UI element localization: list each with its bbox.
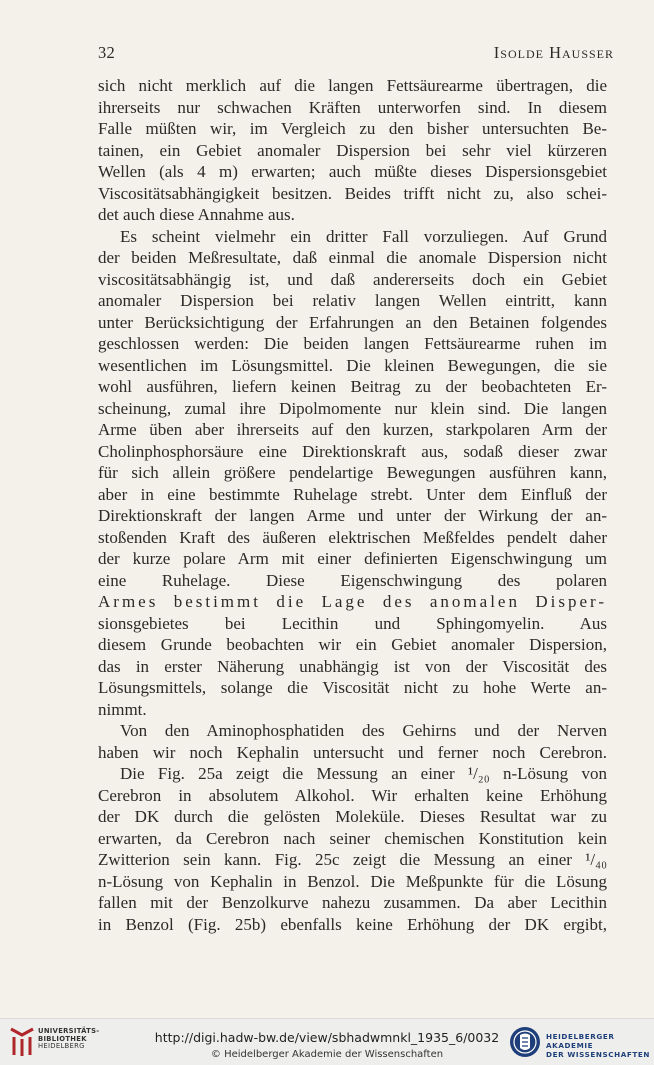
text-line: das in erster Näherung unabhängig ist von der Viscosität des bbox=[98, 656, 607, 676]
text-line: in Benzol (Fig. 25b) ebenfalls keine Erhöhung der DK ergibt, bbox=[98, 914, 607, 934]
text-line: geschlossen werden: Die beiden langen Fettsäurearme ruhen im bbox=[98, 334, 607, 353]
text-line: wohl ausführen, liefern keinen Beitrag zu der beobachteten Er- bbox=[98, 377, 607, 396]
text-line: Cholinphosphorsäure eine Direktionskraft aus, sodaß dieser zwar bbox=[98, 441, 607, 461]
text-line: Es scheint vielmehr ein dritter Fall vorzuliegen. Auf Grund bbox=[120, 226, 607, 246]
page-number: 32 bbox=[98, 43, 116, 62]
text-line: tainen, ein Gebiet anomaler Dispersion bei sehr viel kürzeren bbox=[98, 140, 607, 160]
academy-logo-icon bbox=[508, 1024, 542, 1060]
permalink-url[interactable]: http://digi.hadw-bw.de/view/sbhadwmnkl_1935_6/0032 bbox=[154, 1030, 500, 1045]
library-name-line: HEIDELBERG bbox=[38, 1042, 85, 1051]
academy-name-line: DER WISSENSCHAFTEN bbox=[546, 1050, 651, 1059]
library-name-line: BIBLIOTHEK bbox=[38, 1034, 87, 1043]
running-header bbox=[98, 43, 614, 65]
text-line: für sich allein größere pendelartige Bewegungen ausführen kann, bbox=[98, 463, 607, 482]
text-line: Armes bestimmt die Lage des anomalen Disper- bbox=[98, 592, 607, 611]
text-line: eine Ruhelage. Diese Eigenschwingung des polaren bbox=[98, 570, 607, 590]
text-line: Die Fig. 25a zeigt die Messung an einer ¹/₂₀ n-Lösung von bbox=[120, 764, 607, 783]
text-line: haben wir noch Kephalin untersucht und ferner noch Cerebron. bbox=[98, 742, 607, 762]
text-line: det auch diese Annahme aus. bbox=[98, 205, 295, 224]
text-line: unter Berücksichtigung der Erfahrungen an den Betainen folgendes bbox=[98, 312, 607, 332]
academy-name bbox=[546, 1032, 654, 1059]
text-line: wesentlichen im Lösungsmittel. Die kleinen Bewegungen, die sie bbox=[98, 355, 607, 375]
digitization-footer bbox=[0, 1018, 654, 1065]
text-line: viscositätsabhängig ist, und daß andererseits doch ein Gebiet bbox=[98, 269, 607, 289]
text-line: sionsgebietes bei Lecithin und Sphingomyelin. Aus bbox=[98, 613, 607, 633]
text-line: stoßenden Kraft des äußeren elektrischen Meßfeldes pendelt daher bbox=[98, 527, 607, 547]
text-line: der DK durch die gelösten Moleküle. Dieses Resultat war zu bbox=[98, 807, 607, 826]
academy-name-line: HEIDELBERGER AKADEMIE bbox=[546, 1032, 615, 1050]
body-text bbox=[98, 75, 607, 935]
text-line: aber in eine bestimmte Ruhelage strebt. Unter dem Einfluß der bbox=[98, 484, 607, 504]
text-line: erwarten, da Cerebron nach seiner chemischen Konstitution kein bbox=[98, 828, 607, 848]
text-line: Lösungsmittels, solange die Viscosität nicht zu hohe Werte an- bbox=[98, 678, 607, 697]
text-line: scheinung, zumal ihre Dipolmomente nur klein sind. Die langen bbox=[98, 398, 607, 418]
text-line: Arme üben aber ihrerseits auf den kurzen, starkpolaren Arm der bbox=[98, 420, 607, 439]
running-head-author: Isolde Hausser bbox=[493, 43, 614, 62]
text-line: Von den Aminophosphatiden des Gehirns und der Nerven bbox=[120, 721, 607, 740]
text-line: fallen mit der Benzolkurve nahezu zusammen. Da aber Lecithin bbox=[98, 893, 607, 912]
text-line: der beiden Meßresultate, daß einmal die anomale Dispersion nicht bbox=[98, 248, 607, 267]
text-line: nimmt. bbox=[98, 699, 147, 719]
text-line: Zwitterion sein kann. Fig. 25c zeigt die Messung an einer ¹/₄₀ bbox=[98, 850, 607, 869]
text-line: diesem Grunde beobachten wir ein Gebiet anomaler Dispersion, bbox=[98, 635, 607, 654]
text-line: sich nicht merklich auf die langen Fettsäurearme übertragen, die bbox=[98, 76, 607, 95]
text-line: Wellen (als 4 m) erwarten; auch müßte dieses Dispersionsgebiet bbox=[98, 162, 607, 181]
copyright-notice: © Heidelberger Akademie der Wissenschaften bbox=[210, 1049, 444, 1060]
text-line: Falle müßten wir, im Vergleich zu den bisher untersuchten Be- bbox=[98, 119, 607, 138]
text-line: der kurze polare Arm mit einer definierten Eigenschwingung um bbox=[98, 549, 607, 568]
text-line: Direktionskraft der langen Arme und unter der Wirkung der an- bbox=[98, 506, 607, 525]
library-name-line: UNIVERSITÄTS- bbox=[38, 1027, 100, 1035]
text-line: n-Lösung von Kephalin in Benzol. Die Meßpunkte für die Lösung bbox=[98, 871, 607, 891]
text-line: ihrerseits nur schwachen Kräften unterworfen sind. In diesem bbox=[98, 97, 607, 117]
text-line: Viscositätsabhängigkeit besitzen. Beides trifft nicht zu, also schei- bbox=[98, 183, 607, 203]
text-line: Cerebron in absolutem Alkohol. Wir erhalten keine Erhöhung bbox=[98, 785, 607, 805]
text-line: anomaler Dispersion bei relativ langen Wellen eintritt, kann bbox=[98, 291, 607, 310]
